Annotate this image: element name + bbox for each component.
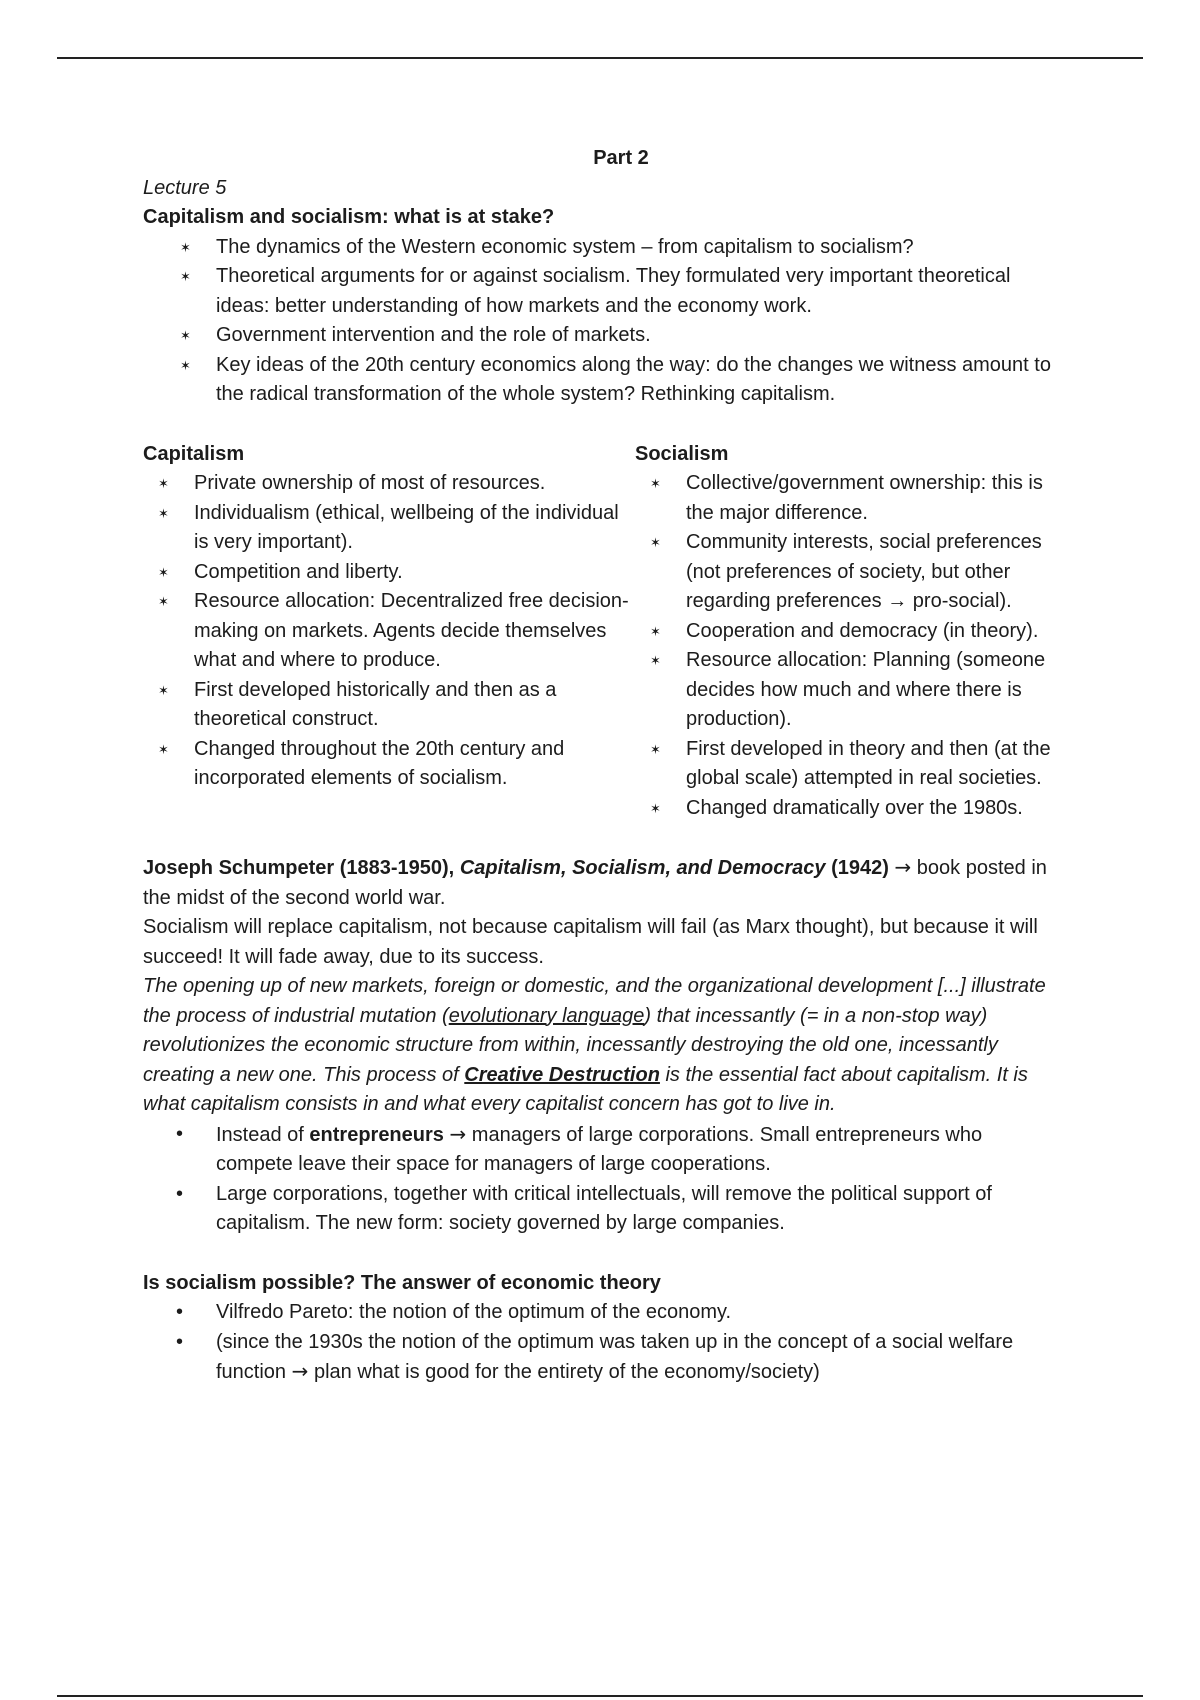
- socialism-list: [635, 469, 1063, 823]
- entrepreneurs-term: entrepreneurs: [309, 1123, 444, 1146]
- socialism-column: [635, 440, 1063, 824]
- capitalism-list: [143, 469, 635, 794]
- socialism-item: ✶ Changed dramatically over the 1980s.: [686, 794, 1063, 824]
- socialism-item: ✶ Community interests, social preferences (not preferences of society, but other regarding preferences → pro-social).: [686, 528, 1063, 617]
- right-arrow-icon: →: [894, 855, 912, 879]
- socialism-possible-list: [143, 1298, 1063, 1388]
- schumpeter-book-title: Capitalism, Socialism, and Democracy: [459, 857, 826, 879]
- schumpeter-bullet: • Large corporations, together with critical intellectuals, will remove the political support of capitalism. The new form: society governed by large companies.: [216, 1180, 1063, 1239]
- capitalism-item: ✶ Changed throughout the 20th century and incorporated elements of socialism.: [194, 735, 635, 794]
- top-rule: [57, 57, 1143, 59]
- bullet-text: managers of large corporations. Small entrepreneurs who compete leave their space for managers of large cooperations.: [216, 1123, 983, 1175]
- bullet-text: (since the 1930s the notion of the optimum was taken up in the concept of a social welfare function: [216, 1330, 1014, 1383]
- schumpeter-year: (1942): [831, 857, 889, 879]
- socialism-possible-section: [143, 1269, 1063, 1388]
- part-title: Part 2: [593, 147, 649, 169]
- intro-bullet: ✶ Government intervention and the role of markets.: [216, 321, 1063, 351]
- socialism-heading: Socialism: [635, 442, 729, 465]
- socialism-item: ✶ Collective/government ownership: this is the major difference.: [686, 469, 1063, 528]
- bullet-text: plan what is good for the entirety of the economy/society): [313, 1361, 820, 1383]
- comparison-columns: [143, 440, 1063, 824]
- schumpeter-paragraph: Socialism will replace capitalism, not because capitalism will fail (as Marx thought), but because it will succeed! It will fade away, due to its success.: [143, 916, 1038, 968]
- socialism-possible-bullet: [216, 1328, 1063, 1388]
- intro-bullet: ✶ Theoretical arguments for or against socialism. They formulated very important theoretical ideas: better understanding of how markets and the economy work.: [216, 262, 1063, 321]
- schumpeter-quote: [143, 972, 1063, 1120]
- capitalism-item: ✶ Competition and liberty.: [194, 558, 635, 588]
- capitalism-item: ✶ Resource allocation: Decentralized free decision-making on markets. Agents decide themselves what and where to produce.: [194, 587, 635, 676]
- capitalism-item: ✶ Individualism (ethical, wellbeing of the individual is very important).: [194, 499, 635, 558]
- socialism-item: ✶ First developed in theory and then (at the global scale) attempted in real societies.: [686, 735, 1063, 794]
- socialism-item: ✶ Cooperation and democracy (in theory).: [686, 617, 1063, 647]
- socialism-item: ✶ Resource allocation: Planning (someone decides how much and where there is production).: [686, 646, 1063, 735]
- quote-text-1: The opening up of new markets, foreign or domestic, and the organizational development [...] illustrate the process of industrial mutation (: [143, 975, 1046, 1027]
- capitalism-item: ✶ Private ownership of most of resources.: [194, 469, 635, 499]
- bottom-rule: [57, 1695, 1143, 1697]
- right-arrow-icon: →: [449, 1121, 467, 1146]
- bullet-text: Instead of: [216, 1123, 304, 1146]
- right-arrow-icon: →: [291, 1359, 309, 1383]
- schumpeter-list: [143, 1120, 1063, 1239]
- main-heading: Capitalism and socialism: what is at stake?: [143, 206, 555, 228]
- quote-creative-destruction: Creative Destruction: [464, 1063, 660, 1086]
- quote-evolutionary-language: evolutionary language: [448, 1004, 645, 1027]
- lecture-label: Lecture 5: [143, 176, 227, 199]
- schumpeter-name: Joseph Schumpeter (1883-1950),: [143, 857, 455, 879]
- schumpeter-section: [143, 853, 1063, 1239]
- document-body: [143, 144, 1063, 1388]
- schumpeter-bullet: [216, 1120, 1063, 1180]
- capitalism-column: [143, 440, 635, 824]
- quote-text-2: ) that incessantly (= in a non-stop way) revolutionizes the economic structure from within, incessantly destroying the old one, incessantly creating a new one. This process of: [143, 1004, 998, 1086]
- quote-text-3: is the essential fact about capitalism. It is what capitalism consists in and what every capitalist concern has got to live in.: [143, 1063, 1028, 1115]
- capitalism-item: ✶ First developed historically and then as a theoretical construct.: [194, 676, 635, 735]
- socialism-possible-bullet: • Vilfredo Pareto: the notion of the optimum of the economy.: [216, 1298, 1063, 1328]
- schumpeter-title-line: [143, 853, 1063, 913]
- intro-bullet: ✶ Key ideas of the 20th century economics along the way: do the changes we witness amount to the radical transformation of the whole system? Rethinking capitalism.: [216, 351, 1063, 410]
- schumpeter-book-note: book posted in the midst of the second world war.: [143, 857, 1047, 909]
- socialism-possible-heading: Is socialism possible? The answer of economic theory: [143, 1271, 661, 1294]
- intro-bullet: ✶ The dynamics of the Western economic system – from capitalism to socialism?: [216, 233, 1063, 263]
- intro-list: [143, 233, 1063, 410]
- capitalism-heading: Capitalism: [143, 442, 245, 465]
